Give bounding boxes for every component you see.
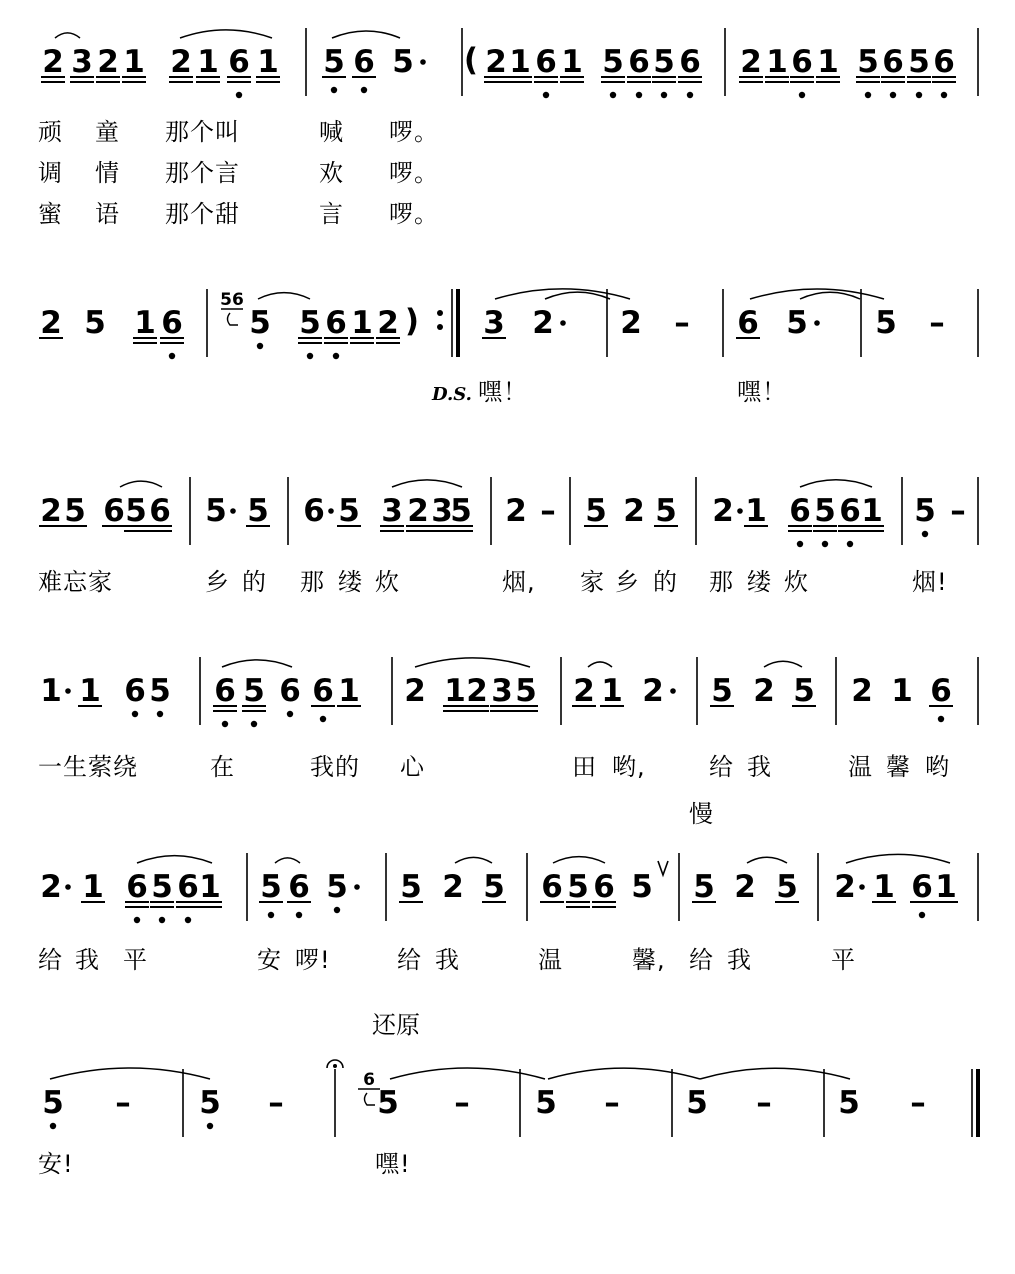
- lyric-text: 缕: [747, 568, 772, 596]
- augmentation-dot: [230, 508, 236, 514]
- lyric-text: 给: [689, 946, 714, 974]
- slur: [764, 661, 802, 667]
- score-system-6: [38, 1060, 978, 1178]
- dal-segno-mark: D.S.: [432, 384, 472, 405]
- note: 6: [930, 673, 952, 709]
- note: 2: [573, 673, 595, 709]
- lyric-text: 欢: [319, 159, 344, 187]
- lyric-text: 烟!: [912, 568, 948, 596]
- octave-dot-below: [799, 92, 805, 98]
- note: 6: [839, 493, 861, 529]
- note: 5: [323, 44, 345, 80]
- tempo-marking: 还原: [372, 1011, 420, 1039]
- slur: [258, 293, 310, 299]
- note: 5: [326, 869, 348, 905]
- note: 5: [693, 869, 715, 905]
- bracket: (: [463, 42, 479, 78]
- lyric-text: 语: [95, 200, 120, 228]
- lyric-text: 那个甜: [165, 200, 240, 228]
- octave-dot-below: [185, 917, 191, 923]
- octave-dot-below: [822, 541, 828, 547]
- grace-tie: [228, 313, 239, 325]
- octave-dot-below: [865, 92, 871, 98]
- lyric-text: 炊: [784, 568, 809, 596]
- note: 5: [875, 305, 897, 341]
- note: 6: [279, 673, 301, 709]
- octave-dot-below: [307, 353, 313, 359]
- note: 5: [199, 1085, 221, 1121]
- octave-dot-below: [287, 711, 293, 717]
- augmentation-dot: [814, 320, 820, 326]
- lyric-text: 一生萦绕: [38, 753, 138, 781]
- fermata-dot: [333, 1064, 337, 1068]
- slur: [846, 854, 950, 863]
- augmentation-dot: [65, 884, 71, 890]
- note: 5: [400, 869, 422, 905]
- lyric-text: 喊: [319, 118, 344, 146]
- lyric-text: 童: [95, 118, 120, 146]
- lyric-text: 言: [319, 200, 344, 228]
- octave-dot-below: [320, 716, 326, 722]
- dash-note: –: [454, 1085, 470, 1121]
- note: 5: [914, 493, 936, 529]
- lyric-text: 馨,: [632, 946, 666, 974]
- dash-note: –: [115, 1085, 131, 1121]
- note: 5: [260, 869, 282, 905]
- note: 5: [42, 1085, 64, 1121]
- lyric-text: 顽: [38, 118, 63, 146]
- augmentation-dot: [737, 508, 743, 514]
- dash-note: –: [604, 1085, 620, 1121]
- note: 6: [593, 869, 615, 905]
- note: 6: [228, 44, 250, 80]
- note: 5: [786, 305, 808, 341]
- note: 6: [126, 869, 148, 905]
- slur: [275, 858, 300, 863]
- note: 5: [814, 493, 836, 529]
- note: 1: [561, 44, 583, 80]
- lyric-text: 缕: [338, 568, 363, 596]
- octave-dot-below: [361, 87, 367, 93]
- octave-dot-below: [922, 531, 928, 537]
- octave-dot-below: [687, 92, 693, 98]
- lyric-text: 那: [709, 568, 734, 596]
- lyric-text: 安: [257, 946, 282, 974]
- octave-dot-below: [257, 343, 263, 349]
- augmentation-dot: [65, 688, 71, 694]
- note: 1: [257, 44, 279, 80]
- note: 5: [205, 493, 227, 529]
- note: 1: [766, 44, 788, 80]
- note: 1: [338, 673, 360, 709]
- slur: [800, 480, 872, 487]
- octave-dot-below: [543, 92, 549, 98]
- slur: [545, 292, 610, 299]
- note: 6: [628, 44, 650, 80]
- note: 5: [483, 869, 505, 905]
- octave-dot-below: [159, 917, 165, 923]
- augmentation-dot: [328, 508, 334, 514]
- octave-dot-below: [334, 907, 340, 913]
- lyric-text: 给: [709, 753, 734, 781]
- note: 3: [381, 493, 403, 529]
- score-system-2: [39, 289, 978, 406]
- note: 5: [64, 493, 86, 529]
- breath-mark: [658, 861, 668, 875]
- note: 5: [535, 1085, 557, 1121]
- octave-dot-below: [941, 92, 947, 98]
- note: 3: [431, 493, 453, 529]
- note: 2: [40, 869, 62, 905]
- octave-dot-below: [169, 353, 175, 359]
- lyric-text: 那: [300, 568, 325, 596]
- lyric-text: 我: [747, 753, 772, 781]
- note: 2: [620, 305, 642, 341]
- slur: [390, 1068, 545, 1079]
- note: 3: [483, 305, 505, 341]
- octave-dot-below: [50, 1123, 56, 1129]
- note: 1: [134, 305, 156, 341]
- note: 5: [450, 493, 472, 529]
- note: 6: [312, 673, 334, 709]
- note: 6: [161, 305, 183, 341]
- note: 2: [851, 673, 873, 709]
- lyric-text: 哟,: [612, 753, 646, 781]
- note: 6: [103, 493, 125, 529]
- note: 6: [288, 869, 310, 905]
- octave-dot-below: [919, 912, 925, 918]
- octave-dot-below: [236, 92, 242, 98]
- note: 5: [567, 869, 589, 905]
- slur: [553, 857, 605, 863]
- note: 2: [532, 305, 554, 341]
- note: 1: [861, 493, 883, 529]
- augmentation-dot: [354, 884, 360, 890]
- augmentation-dot: [670, 688, 676, 694]
- note: 1: [444, 673, 466, 709]
- slur: [700, 1068, 850, 1079]
- lyric-text: 在: [210, 753, 235, 781]
- slur: [55, 33, 80, 38]
- lyric-text: 烟,: [502, 568, 536, 596]
- note: 5: [585, 493, 607, 529]
- note: 5: [125, 493, 147, 529]
- note: 2: [712, 493, 734, 529]
- note: 2: [170, 44, 192, 80]
- note: 6: [535, 44, 557, 80]
- note: 1: [351, 305, 373, 341]
- lyric-text: 我的: [310, 753, 360, 781]
- slur: [747, 857, 787, 863]
- repeat-dot: [437, 310, 443, 316]
- note: 6: [911, 869, 933, 905]
- lyric-text: 平: [123, 946, 148, 974]
- augmentation-dot: [859, 884, 865, 890]
- slur: [222, 660, 292, 667]
- lyric-text: 心: [400, 753, 425, 781]
- note: 6: [933, 44, 955, 80]
- augmentation-dot: [560, 320, 566, 326]
- bracket: ): [404, 303, 420, 339]
- octave-dot-below: [157, 711, 163, 717]
- note: 5: [243, 673, 265, 709]
- slur: [588, 662, 612, 667]
- note: 5: [838, 1085, 860, 1121]
- note: 2: [404, 673, 426, 709]
- lyric-text: 啰。: [389, 159, 439, 187]
- note: 6: [882, 44, 904, 80]
- note: 5: [151, 869, 173, 905]
- note: 2: [753, 673, 775, 709]
- slur: [137, 856, 212, 863]
- lyric-text: 炊: [375, 568, 400, 596]
- note: 1: [745, 493, 767, 529]
- note: 1: [891, 673, 913, 709]
- note: 1: [199, 869, 221, 905]
- score-system-1: [38, 28, 978, 228]
- slur: [50, 1068, 210, 1079]
- lyric-text: 田: [572, 753, 597, 781]
- lyric-text: 温: [848, 753, 873, 781]
- note: 6: [325, 305, 347, 341]
- lyric-text: 调: [38, 159, 63, 187]
- slur: [120, 481, 162, 487]
- slur: [332, 31, 400, 38]
- note: 1: [873, 869, 895, 905]
- note: 2: [42, 44, 64, 80]
- note: 5: [631, 869, 653, 905]
- note: 6: [353, 44, 375, 80]
- note: 6: [177, 869, 199, 905]
- lyric-text: 我: [727, 946, 752, 974]
- lyric-text: 乡: [615, 568, 640, 596]
- lyric-text: 啰。: [389, 118, 439, 146]
- score-system-3: [38, 477, 978, 596]
- lyric-text: 温: [538, 946, 563, 974]
- lyric-text: 给: [397, 946, 422, 974]
- lyric-text: 情: [95, 159, 120, 187]
- lyric-text: 给: [38, 946, 63, 974]
- lyric-text: 嘿！: [737, 378, 787, 406]
- octave-dot-below: [661, 92, 667, 98]
- note: 2: [442, 869, 464, 905]
- lyric-text: 难忘家: [38, 568, 113, 596]
- note: 6: [791, 44, 813, 80]
- dash-note: –: [950, 493, 966, 529]
- note: 5: [793, 673, 815, 709]
- lyric-text: 嘿！: [478, 378, 528, 406]
- grace-tie: [365, 1093, 376, 1105]
- note: 5: [653, 44, 675, 80]
- octave-dot-below: [938, 716, 944, 722]
- slur: [415, 658, 530, 667]
- note: 1: [82, 869, 104, 905]
- note: 1: [601, 673, 623, 709]
- score-system-4: [38, 657, 978, 828]
- lyric-text: 啰。: [389, 200, 439, 228]
- tempo-marking: 慢: [689, 800, 713, 828]
- lyric-text: 的: [242, 568, 267, 596]
- note: 1: [509, 44, 531, 80]
- dash-note: –: [268, 1085, 284, 1121]
- slur: [180, 30, 272, 38]
- octave-dot-below: [251, 721, 257, 727]
- note: 2: [377, 305, 399, 341]
- octave-dot-below: [132, 711, 138, 717]
- octave-dot-below: [333, 353, 339, 359]
- repeat-dot: [437, 324, 443, 330]
- lyric-text: 安!: [38, 1150, 74, 1178]
- octave-dot-below: [916, 92, 922, 98]
- octave-dot-below: [797, 541, 803, 547]
- note: 2: [834, 869, 856, 905]
- octave-dot-below: [890, 92, 896, 98]
- note: 6: [541, 869, 563, 905]
- note: 5: [84, 305, 106, 341]
- octave-dot-below: [134, 917, 140, 923]
- lyric-text: 我: [75, 946, 100, 974]
- grace-note: 56: [220, 290, 244, 310]
- dash-note: –: [540, 493, 556, 529]
- note: 2: [740, 44, 762, 80]
- dash-note: –: [910, 1085, 926, 1121]
- dash-note: –: [756, 1085, 772, 1121]
- octave-dot-below: [207, 1123, 213, 1129]
- note: 5: [711, 673, 733, 709]
- note: 6: [124, 673, 146, 709]
- slur: [800, 292, 860, 299]
- note: 5: [686, 1085, 708, 1121]
- note: 5: [392, 44, 414, 80]
- lyric-text: 哟: [925, 753, 950, 781]
- note: 6: [789, 493, 811, 529]
- note: 2: [40, 305, 62, 341]
- note: 5: [247, 493, 269, 529]
- note: 2: [407, 493, 429, 529]
- lyric-text: 馨: [886, 753, 911, 781]
- note: 1: [79, 673, 101, 709]
- lyric-text: 家: [580, 568, 605, 596]
- lyric-text: 平: [831, 946, 856, 974]
- lyric-text: 我: [435, 946, 460, 974]
- lyric-text: 蜜: [38, 200, 63, 228]
- note: 5: [338, 493, 360, 529]
- lyric-text: 那个叫: [165, 118, 240, 146]
- note: 2: [40, 493, 62, 529]
- octave-dot-below: [636, 92, 642, 98]
- grace-note: 6: [363, 1070, 375, 1090]
- slur: [392, 480, 462, 487]
- note: 2: [734, 869, 756, 905]
- note: 1: [935, 869, 957, 905]
- note: 5: [515, 673, 537, 709]
- note: 5: [602, 44, 624, 80]
- octave-dot-below: [610, 92, 616, 98]
- note: 5: [249, 305, 271, 341]
- note: 3: [71, 44, 93, 80]
- dash-note: –: [929, 305, 945, 341]
- octave-dot-below: [296, 912, 302, 918]
- note: 1: [817, 44, 839, 80]
- note: 5: [908, 44, 930, 80]
- note: 2: [485, 44, 507, 80]
- augmentation-dot: [420, 59, 426, 65]
- note: 6: [303, 493, 325, 529]
- octave-dot-below: [222, 721, 228, 727]
- note: 1: [123, 44, 145, 80]
- note: 6: [149, 493, 171, 529]
- note: 5: [149, 673, 171, 709]
- note: 3: [491, 673, 513, 709]
- note: 2: [623, 493, 645, 529]
- note: 2: [505, 493, 527, 529]
- note: 5: [377, 1085, 399, 1121]
- slur: [455, 857, 492, 863]
- note: 6: [737, 305, 759, 341]
- lyric-text: 啰!: [295, 946, 331, 974]
- note: 2: [642, 673, 664, 709]
- note: 5: [299, 305, 321, 341]
- lyric-text: 乡: [205, 568, 230, 596]
- octave-dot-below: [331, 87, 337, 93]
- note: 6: [679, 44, 701, 80]
- slur: [548, 1068, 700, 1079]
- lyric-text: 嘿!: [375, 1150, 411, 1178]
- note: 2: [466, 673, 488, 709]
- lyric-text: 那个言: [165, 159, 240, 187]
- octave-dot-below: [268, 912, 274, 918]
- lyric-text: 的: [653, 568, 678, 596]
- note: 1: [197, 44, 219, 80]
- octave-dot-below: [847, 541, 853, 547]
- note: 5: [857, 44, 879, 80]
- note: 1: [40, 673, 62, 709]
- dash-note: –: [674, 305, 690, 341]
- note: 6: [214, 673, 236, 709]
- note: 2: [97, 44, 119, 80]
- note: 5: [655, 493, 677, 529]
- note: 5: [776, 869, 798, 905]
- score-system-5: [38, 853, 978, 1039]
